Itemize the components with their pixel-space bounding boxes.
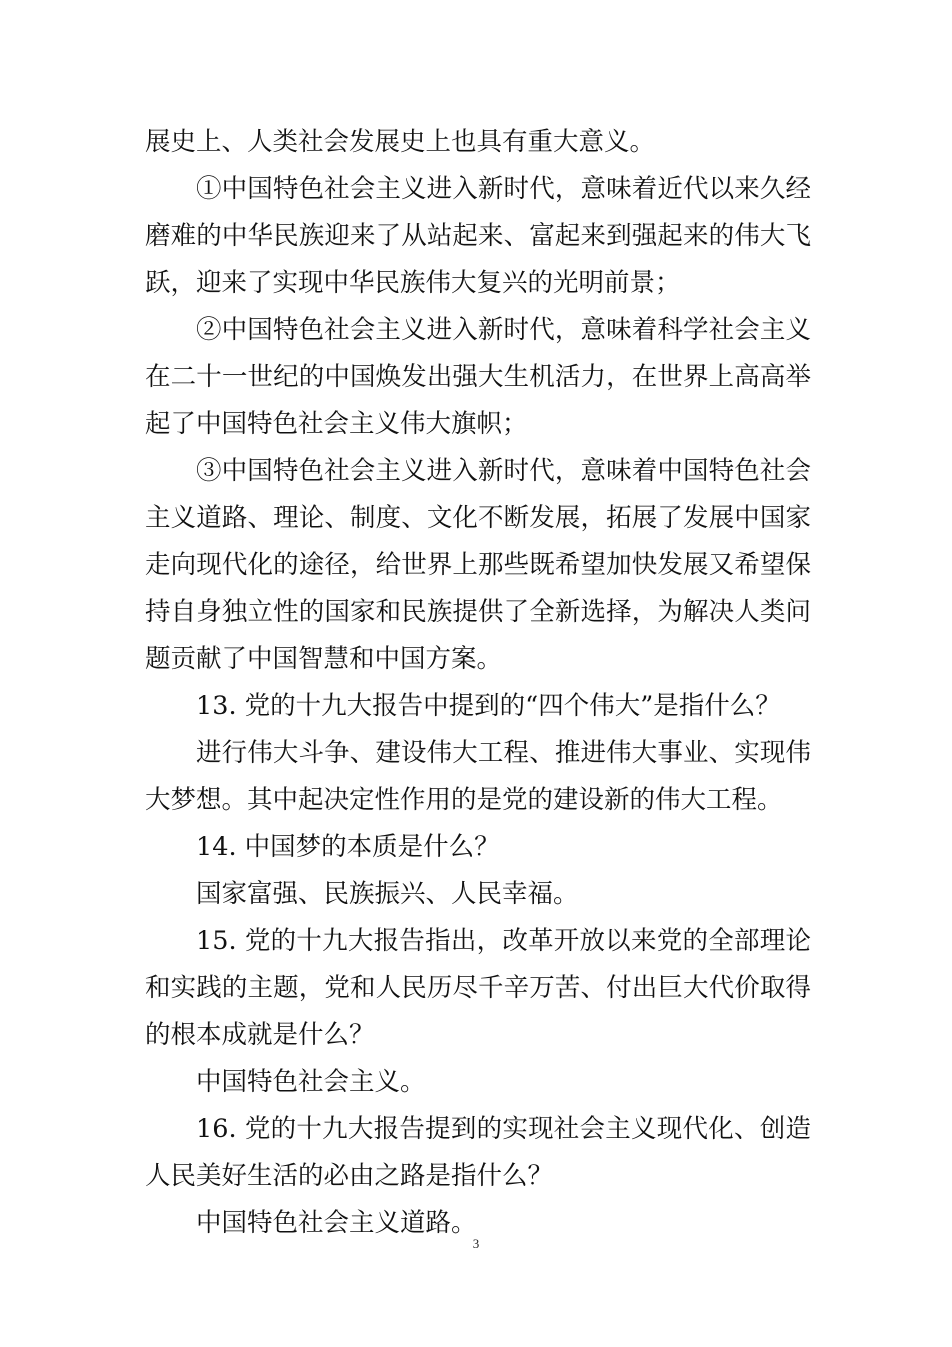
paragraph-point-1: ①中国特色社会主义进入新时代，意味着近代以来久经磨难的中华民族迎来了从站起来、富起来到强起来的伟大飞跃，迎来了实现中华民族伟大复兴的光明前景； bbox=[145, 174, 811, 298]
paragraph-continuation: 展史上、人类社会发展史上也具有重大意义。 bbox=[145, 127, 656, 157]
question-13: 13. 党的十九大报告中提到的“四个伟大”是指什么？ bbox=[196, 691, 781, 721]
answer-14: 国家富强、民族振兴、人民幸福。 bbox=[196, 879, 579, 909]
paragraph-point-2: ②中国特色社会主义进入新时代，意味着科学社会主义在二十一世纪的中国焕发出强大生机活力，在世界上高高举起了中国特色社会主义伟大旗帜； bbox=[145, 315, 811, 439]
page-number: 3 bbox=[472, 1236, 480, 1251]
question-15: 15. 党的十九大报告指出，改革开放以来党的全部理论和实践的主题，党和人民历尽千辛万苦、付出巨大代价取得的根本成就是什么？ bbox=[145, 926, 811, 1050]
answer-16: 中国特色社会主义道路。 bbox=[196, 1208, 477, 1238]
question-14: 14. 中国梦的本质是什么？ bbox=[196, 832, 500, 862]
document-body bbox=[145, 119, 811, 1247]
answer-15: 中国特色社会主义。 bbox=[196, 1067, 426, 1097]
question-16: 16. 党的十九大报告提到的实现社会主义现代化、创造人民美好生活的必由之路是指什么？ bbox=[145, 1114, 811, 1191]
answer-13: 进行伟大斗争、建设伟大工程、推进伟大事业、实现伟大梦想。其中起决定性作用的是党的建设新的伟大工程。 bbox=[145, 738, 811, 815]
paragraph-point-3: ③中国特色社会主义进入新时代，意味着中国特色社会主义道路、理论、制度、文化不断发展，拓展了发展中国家走向现代化的途径，给世界上那些既希望加快发展又希望保持自身独立性的国家和民族提供了全新选择，为解决人类问题贡献了中国智慧和中国方案。 bbox=[145, 456, 811, 674]
